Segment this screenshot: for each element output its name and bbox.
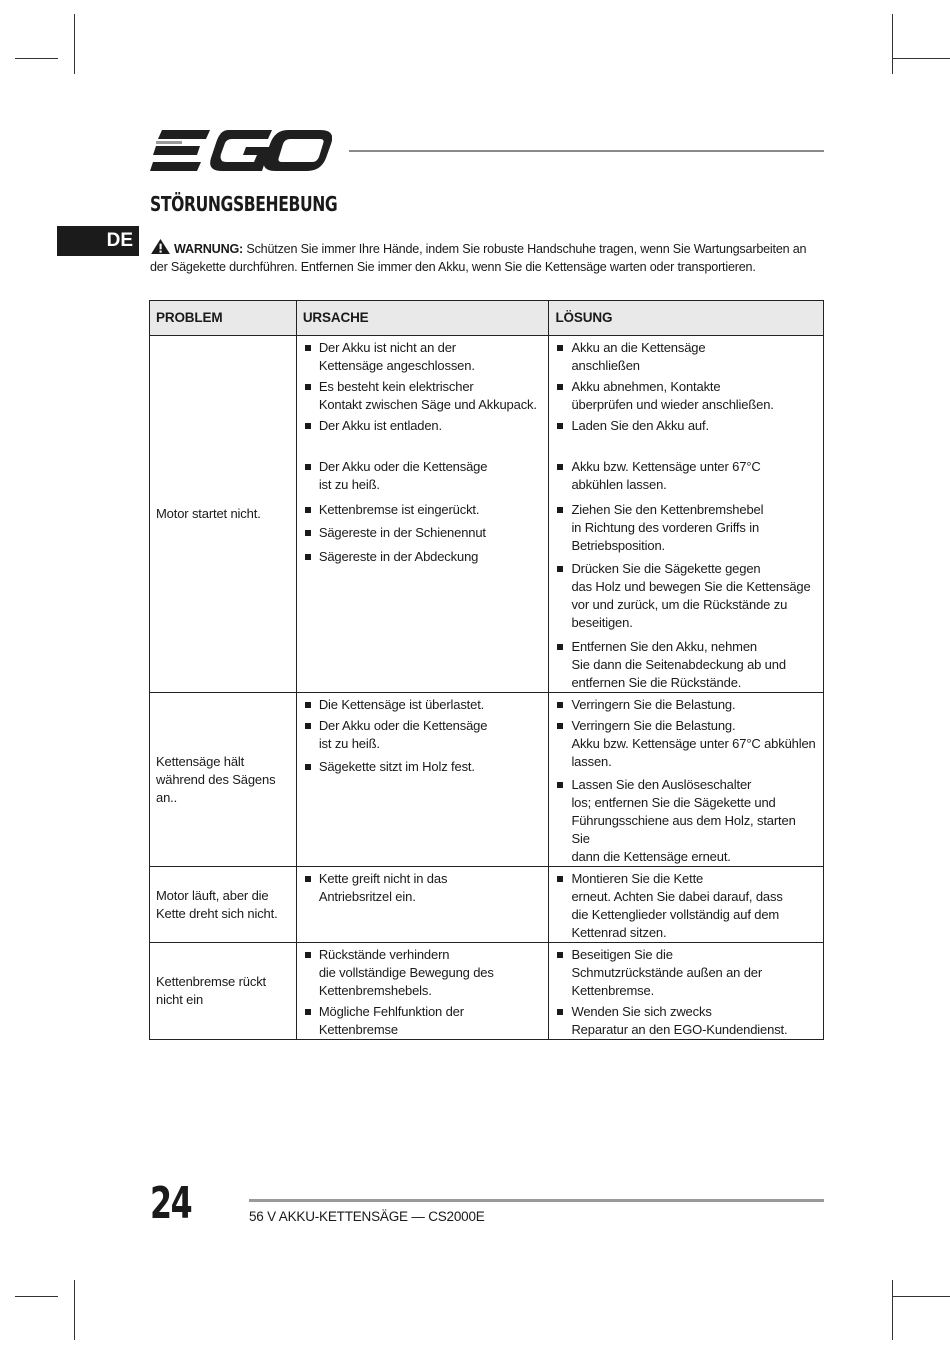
warning-label: WARNUNG: bbox=[174, 242, 244, 256]
solution-line: dann die Kettensäge erneut. bbox=[571, 849, 731, 864]
solution-line: Schmutzrückstände außen an der bbox=[571, 965, 763, 980]
cause-item bbox=[303, 696, 543, 714]
solution-item bbox=[555, 339, 817, 375]
solution-line: anschließen bbox=[571, 358, 640, 373]
solution-item bbox=[555, 560, 817, 632]
cause-line: ist zu heiß. bbox=[318, 736, 380, 751]
table-row bbox=[150, 867, 824, 943]
solution-line: Wenden Sie sich zwecks bbox=[571, 1004, 712, 1019]
cause-item bbox=[303, 378, 543, 414]
solution-item bbox=[555, 458, 817, 494]
cause-line: Mögliche Fehlfunktion der bbox=[318, 1004, 464, 1019]
crop-mark bbox=[74, 1280, 75, 1340]
solution-line: vor und zurück, um die Rückstände zu bbox=[571, 597, 788, 612]
solution-line: Führungsschiene aus dem Holz, starten Sie bbox=[571, 813, 796, 846]
cause-item bbox=[303, 870, 543, 906]
solution-line: los; entfernen Sie die Sägekette und bbox=[571, 795, 776, 810]
solution-cell bbox=[549, 336, 824, 693]
solution-line: Verringern Sie die Belastung. bbox=[571, 718, 736, 733]
solution-line: lassen. bbox=[571, 754, 612, 769]
warning-text: Schützen Sie immer Ihre Hände, indem Sie robuste Handschuhe tragen, wenn Sie Wartungsarbeiten an der Sägekette durchführen. Entfernen Sie immer den Akku, wenn Sie die Kettensäge warten oder transportieren. bbox=[150, 242, 807, 274]
crop-mark bbox=[892, 58, 950, 59]
solution-line: Entfernen Sie den Akku, nehmen bbox=[571, 639, 758, 654]
solution-line: Sie dann die Seitenabdeckung ab und bbox=[571, 657, 786, 672]
warning-notice bbox=[150, 238, 825, 276]
cause-item bbox=[303, 1003, 543, 1039]
solution-line: überprüfen und wieder anschließen. bbox=[571, 397, 774, 412]
cause-line: Sägereste in der Abdeckung bbox=[318, 549, 479, 564]
cause-item bbox=[303, 501, 543, 519]
page-number: 24 bbox=[150, 1178, 192, 1229]
solution-item bbox=[555, 776, 817, 866]
cause-line: Der Akku ist entladen. bbox=[318, 418, 442, 433]
column-header-solution: LÖSUNG bbox=[549, 301, 824, 336]
solution-cell bbox=[549, 943, 824, 1040]
cause-item bbox=[303, 758, 543, 776]
cause-item bbox=[303, 458, 543, 494]
solution-line: entfernen Sie die Rückstände. bbox=[571, 675, 742, 690]
solution-line: Kettenrad sitzen. bbox=[571, 925, 667, 940]
solution-line: Akku bzw. Kettensäge unter 67°C bbox=[571, 459, 761, 474]
header-rule bbox=[349, 150, 824, 152]
solution-item bbox=[555, 417, 817, 435]
solution-line: in Richtung des vorderen Griffs in bbox=[571, 520, 760, 535]
solution-line: Kettenbremse. bbox=[571, 983, 655, 998]
solution-item bbox=[555, 946, 817, 1000]
solution-line: erneut. Achten Sie dabei darauf, dass bbox=[571, 889, 783, 904]
solution-item bbox=[555, 870, 817, 942]
cause-item bbox=[303, 524, 543, 542]
solution-item bbox=[555, 696, 817, 714]
table-body bbox=[150, 336, 824, 1040]
problem-cell: Kettensäge hält während des Sägens an.. bbox=[150, 693, 297, 867]
cause-line: Antriebsritzel ein. bbox=[318, 889, 416, 904]
table-row bbox=[150, 693, 824, 867]
solution-line: beseitigen. bbox=[571, 615, 633, 630]
solution-item bbox=[555, 378, 817, 414]
crop-mark bbox=[74, 14, 75, 74]
solution-item bbox=[555, 717, 817, 771]
cause-item bbox=[303, 548, 543, 566]
cause-line: Rückstände verhindern bbox=[318, 947, 450, 962]
troubleshooting-table bbox=[149, 300, 824, 1040]
solution-line: Akku bzw. Kettensäge unter 67°C abkühlen bbox=[571, 736, 816, 751]
column-header-problem: PROBLEM bbox=[150, 301, 297, 336]
cause-cell bbox=[296, 693, 549, 867]
solution-line: Drücken Sie die Sägekette gegen bbox=[571, 561, 761, 576]
cause-line: Kontakt zwischen Säge und Akkupack. bbox=[318, 397, 537, 412]
footer-rule bbox=[249, 1199, 824, 1202]
table-row bbox=[150, 336, 824, 693]
solution-line: die Kettenglieder vollständig auf dem bbox=[571, 907, 780, 922]
table-header-row bbox=[150, 301, 824, 336]
solution-cell bbox=[549, 867, 824, 943]
crop-mark bbox=[892, 1280, 893, 1340]
solution-line: das Holz und bewegen Sie die Kettensäge bbox=[571, 579, 811, 594]
cause-item bbox=[303, 946, 543, 1000]
solution-item bbox=[555, 501, 817, 555]
solution-line: abkühlen lassen. bbox=[571, 477, 667, 492]
cause-line: Kettensäge angeschlossen. bbox=[318, 358, 475, 373]
solution-line: Ziehen Sie den Kettenbremshebel bbox=[571, 502, 764, 517]
solution-line: Lassen Sie den Auslöseschalter bbox=[571, 777, 752, 792]
cause-line: Die Kettensäge ist überlastet. bbox=[318, 697, 485, 712]
cause-line: Der Akku oder die Kettensäge bbox=[318, 718, 488, 733]
crop-mark bbox=[15, 1296, 58, 1297]
solution-cell bbox=[549, 693, 824, 867]
solution-line: Laden Sie den Akku auf. bbox=[571, 418, 709, 433]
cause-line: Kettenbremse bbox=[318, 1022, 398, 1037]
solution-item bbox=[555, 638, 817, 692]
problem-cell: Kettenbremse rückt nicht ein bbox=[150, 943, 297, 1040]
cause-line: die vollständige Bewegung des bbox=[318, 965, 494, 980]
cause-line: Sägereste in der Schienennut bbox=[318, 525, 486, 540]
crop-mark bbox=[892, 1296, 950, 1297]
solution-line: Betriebsposition. bbox=[571, 538, 665, 553]
cause-line: ist zu heiß. bbox=[318, 477, 380, 492]
cause-cell bbox=[296, 336, 549, 693]
cause-line: Der Akku oder die Kettensäge bbox=[318, 459, 488, 474]
cause-item bbox=[303, 339, 543, 375]
solution-line: Reparatur an den EGO-Kundendienst. bbox=[571, 1022, 788, 1037]
solution-line: Akku abnehmen, Kontakte bbox=[571, 379, 721, 394]
page-title: STÖRUNGSBEHEBUNG bbox=[150, 192, 338, 216]
language-tab: DE bbox=[57, 226, 139, 256]
solution-line: Verringern Sie die Belastung. bbox=[571, 697, 736, 712]
cause-line: Sägekette sitzt im Holz fest. bbox=[318, 759, 475, 774]
solution-line: Akku an die Kettensäge bbox=[571, 340, 706, 355]
problem-cell: Motor startet nicht. bbox=[150, 336, 297, 693]
cause-line: Kette greift nicht in das bbox=[318, 871, 448, 886]
column-header-cause: URSACHE bbox=[296, 301, 549, 336]
crop-mark bbox=[15, 58, 58, 59]
crop-mark bbox=[892, 14, 893, 74]
solution-line: Montieren Sie die Kette bbox=[571, 871, 704, 886]
table-row bbox=[150, 943, 824, 1040]
ego-logo bbox=[150, 130, 332, 172]
cause-cell bbox=[296, 943, 549, 1040]
cause-cell bbox=[296, 867, 549, 943]
cause-item bbox=[303, 717, 543, 753]
cause-line: Kettenbremse ist eingerückt. bbox=[318, 502, 480, 517]
cause-line: Kettenbremshebels. bbox=[318, 983, 432, 998]
solution-line: Beseitigen Sie die bbox=[571, 947, 673, 962]
cause-item bbox=[303, 417, 543, 435]
cause-line: Der Akku ist nicht an der bbox=[318, 340, 456, 355]
warning-triangle-icon bbox=[150, 238, 171, 255]
solution-item bbox=[555, 1003, 817, 1039]
footer-product-title: 56 V AKKU-KETTENSÄGE — CS2000E bbox=[249, 1209, 485, 1224]
cause-line: Es besteht kein elektrischer bbox=[318, 379, 474, 394]
problem-cell: Motor läuft, aber die Kette dreht sich nicht. bbox=[150, 867, 297, 943]
